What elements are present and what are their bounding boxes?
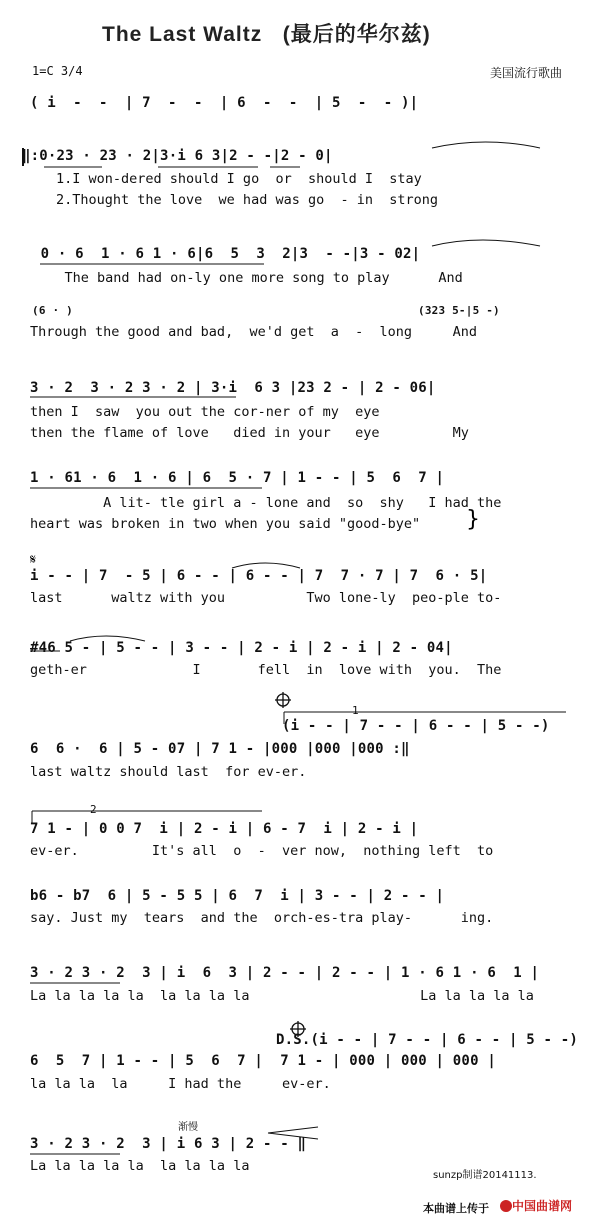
line4-verse1: A lit- tle girl a - lone and so shy I had the bbox=[30, 495, 502, 511]
line9-lyrics: say. Just my tears and the orch-es-tra play- ing. bbox=[30, 910, 494, 926]
tie bbox=[432, 240, 540, 246]
line12-lyrics: La la la la la la la la la bbox=[30, 1158, 250, 1174]
line11-notes: 6 5 7 | 1 - - | 5 6 7 | 7 1 - | 000 | 000 | 000 | bbox=[30, 1053, 496, 1069]
song-title: The Last Waltz (最后的华尔兹) bbox=[102, 23, 431, 46]
tie bbox=[70, 636, 145, 641]
decrescendo-mark bbox=[268, 1127, 318, 1139]
line2-notes: 0 · 6 1 · 6 1 · 6|6 5 3 2|3 - -|3 - 02| bbox=[32, 246, 421, 262]
line9-notes: b6 - b7 6 | 5 - 5 5 | 6 7 i | 3 - - | 2 - - | bbox=[30, 888, 445, 904]
tie bbox=[432, 142, 540, 148]
line1-notes: ‖:0·23 · 23 · 2|3·i 6 3|2 - -|2 - 0| bbox=[22, 148, 333, 164]
volta-2-label: 2 bbox=[90, 803, 97, 816]
line5-notes: i - - | 7 - 5 | 6 - - | 6 - - | 7 7 · 7 | 7 6 · 5| bbox=[30, 568, 488, 584]
line10-notes: 3 · 2 3 · 2 3 | i 6 3 | 2 - - | 2 - - | 1 · 6 1 · 6 1 | bbox=[30, 965, 540, 981]
line4-verse2: heart was broken in two when you said "good-bye" bbox=[30, 516, 421, 532]
song-origin: 美国流行歌曲 bbox=[490, 66, 563, 80]
line11-lyrics: la la la la I had the ev-er. bbox=[30, 1076, 331, 1092]
transcriber-credit: sunzp制谱20141113. bbox=[433, 1170, 537, 1181]
line3-notes: 3 · 2 3 · 2 3 · 2 | 3·i 6 3 |23 2 - | 2 - 06| bbox=[30, 380, 436, 396]
line2-verse1: The band had on-ly one more song to play And bbox=[32, 270, 463, 286]
line7-lyrics: last waltz should last for ev-er. bbox=[30, 764, 307, 780]
line10-lyrics: La la la la la la la la la La la la la la bbox=[30, 988, 534, 1004]
line6-lyrics: geth-er I fell in love with you. The bbox=[30, 662, 502, 678]
line6-notes: #46 5 - | 5 - - | 3 - - | 2 - i | 2 - i | 2 - 04| bbox=[30, 640, 453, 656]
site-logo-icon bbox=[500, 1200, 512, 1212]
line12-notes: 3 · 2 3 · 2 3 | i 6 3 | 2 - - ‖ bbox=[30, 1136, 307, 1152]
tie bbox=[232, 563, 300, 568]
line7-notes: 6 6 · 6 | 5 - 07 | 7 1 - |000 |000 |000 :‖ bbox=[30, 741, 410, 757]
line3-verse1: then I saw you out the cor-ner of my eye bbox=[30, 404, 380, 420]
volta-1-label: 1 bbox=[352, 704, 359, 717]
line11-upper-notes: D.S.(i - - | 7 - - | 6 - - | 5 - -) bbox=[276, 1032, 579, 1048]
line8-notes: 7 1 - | 0 0 7 i | 2 - i | 6 - 7 i | 2 - i | bbox=[30, 821, 419, 837]
line1-verse2: 2.Thought the love we had was go - in strong bbox=[56, 192, 439, 208]
line2-verse2: Through the good and bad, we'd get a - long And bbox=[30, 324, 478, 340]
segno-icon: 𝄋 bbox=[30, 552, 37, 568]
intro-notes: ( i - - | 7 - - | 6 - - | 5 - - )| bbox=[30, 95, 419, 111]
line4-notes: 1 · 61 · 6 1 · 6 | 6 5 · 7 | 1 - - | 5 6 7 | bbox=[30, 470, 445, 486]
line8-lyrics: ev-er. It's all o - ver now, nothing left to bbox=[30, 843, 494, 859]
line5-lyrics: last waltz with you Two lone-ly peo-ple to- bbox=[30, 590, 502, 606]
key-signature: 1=C 3/4 bbox=[32, 64, 83, 78]
line2-paren-notes: (6 · ) bbox=[32, 304, 73, 317]
line3-verse2: then the flame of love died in your eye My bbox=[30, 425, 469, 441]
footer-upload-text: 本曲谱上传于 bbox=[423, 1202, 489, 1215]
brace: } bbox=[466, 507, 480, 532]
tempo-marking: 渐慢 bbox=[178, 1122, 198, 1133]
site-logo: 中国曲谱网 bbox=[512, 1199, 573, 1213]
line2-paren-notes2: (323 5-|5 -) bbox=[418, 304, 500, 317]
line7-upper-notes: (i - - | 7 - - | 6 - - | 5 - -) bbox=[282, 718, 550, 734]
line1-verse1: 1.I won-dered should I go or should I stay bbox=[56, 171, 422, 187]
